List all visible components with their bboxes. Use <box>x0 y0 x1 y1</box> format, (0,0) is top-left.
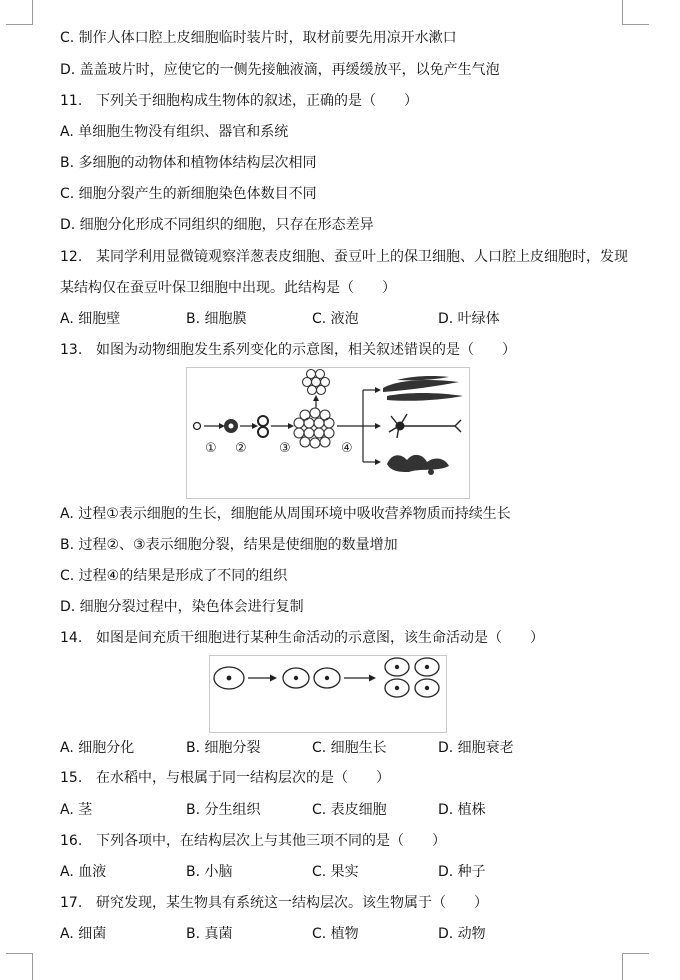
question-number: 15. <box>60 770 83 786</box>
prev-option-c: C. 制作人体口腔上皮细胞临时装片时，取材前要先用凉开水漱口 <box>60 30 457 46</box>
question-number: 12. <box>60 249 83 265</box>
question-14 <box>60 628 544 648</box>
crop-mark-bottom-right <box>622 953 649 980</box>
question-text: 如图为动物细胞发生系列变化的示意图，相关叙述错误的是（ ） <box>96 342 516 358</box>
tissue-bottom <box>387 455 449 475</box>
question-text: 在水稻中，与根属于同一结构层次的是（ ） <box>96 770 390 786</box>
q12-options <box>60 309 580 329</box>
prev-option-d: D. 盖盖玻片时，应使它的一侧先接触液滴，再缓缓放平，以免产生气泡 <box>60 62 500 78</box>
q17-option-d: D. 动物 <box>438 926 486 942</box>
q15-option-a: A. 茎 <box>60 802 93 818</box>
grown-cell-nucleus <box>229 424 234 429</box>
figure-label-4: ④ <box>341 441 353 456</box>
cell-division-diagram <box>210 656 446 732</box>
q14-option-d: D. 细胞衰老 <box>438 740 514 756</box>
top-cell-cluster <box>303 370 330 395</box>
dividing-cell-top <box>258 416 268 426</box>
q12-option-b: B. 细胞膜 <box>186 311 247 327</box>
crop-mark-bottom-left <box>6 953 33 980</box>
question-number: 11. <box>60 93 83 109</box>
question-12 <box>60 247 628 267</box>
question-number: 16. <box>60 833 83 849</box>
cell-cluster <box>294 408 334 448</box>
question-text: 某同学利用显微镜观察洋葱表皮细胞、蚕豆叶上的保卫细胞、人口腔上皮细胞时，发现 <box>96 249 628 265</box>
question-text: 如图是间充质干细胞进行某种生命活动的示意图，该生命活动是（ ） <box>96 630 544 646</box>
dividing-cell-bottom <box>258 427 268 437</box>
question-12-continued: 某结构仅在蚕豆叶保卫细胞中出现。此结构是（ ） <box>60 280 396 296</box>
q16-option-b: B. 小脑 <box>186 864 233 880</box>
figure-label-1: ① <box>205 441 217 456</box>
q15-option-c: C. 表皮细胞 <box>312 802 387 818</box>
q16-option-d: D. 种子 <box>438 864 486 880</box>
crop-mark-top-left <box>6 0 33 25</box>
q16-option-a: A. 血液 <box>60 864 107 880</box>
q14-option-c: C. 细胞生长 <box>312 740 387 756</box>
figure-label-3: ③ <box>279 441 291 456</box>
question-number: 13. <box>60 342 83 358</box>
question-text: 下列各项中，在结构层次上与其他三项不同的是（ ） <box>96 833 446 849</box>
q12-option-d: D. 叶绿体 <box>438 311 500 327</box>
cell-change-diagram <box>187 368 469 498</box>
q11-option-b: B. 多细胞的动物体和植物体结构层次相同 <box>60 155 317 171</box>
q11-option-a: A. 单细胞生物没有组织、器官和系统 <box>60 124 289 140</box>
question-text: 研究发现，某生物具有系统这一结构层次。该生物属于（ ） <box>96 895 488 911</box>
cell-division-figure <box>209 655 447 733</box>
q16-option-c: C. 果实 <box>312 864 359 880</box>
cell-change-figure <box>186 367 470 499</box>
question-15 <box>60 768 390 788</box>
q17-option-b: B. 真菌 <box>186 926 233 942</box>
question-11 <box>60 91 418 111</box>
q13-option-b: B. 过程②、③表示细胞分裂，结果是使细胞的数量增加 <box>60 537 398 553</box>
q12-option-a: A. 细胞壁 <box>60 311 121 327</box>
q15-option-d: D. 植株 <box>438 802 486 818</box>
question-17 <box>60 893 488 913</box>
q15-options <box>60 800 580 820</box>
small-cell-shape <box>194 423 201 430</box>
question-number: 17. <box>60 895 83 911</box>
question-16 <box>60 831 446 851</box>
q14-option-a: A. 细胞分化 <box>60 740 135 756</box>
q17-option-c: C. 植物 <box>312 926 359 942</box>
q11-option-d: D. 细胞分化形成不同组织的细胞，只存在形态差异 <box>60 217 374 233</box>
q13-option-c: C. 过程④的结果是形成了不同的组织 <box>60 568 288 584</box>
q14-option-b: B. 细胞分裂 <box>186 740 261 756</box>
q15-option-b: B. 分生组织 <box>186 802 261 818</box>
tissue-top <box>383 376 463 401</box>
q16-options <box>60 862 580 882</box>
q13-option-d: D. 细胞分裂过程中，染色体会进行复制 <box>60 599 304 615</box>
q11-option-c: C. 细胞分裂产生的新细胞染色体数目不同 <box>60 186 317 202</box>
question-number: 14. <box>60 630 83 646</box>
figure-label-2: ② <box>235 441 247 456</box>
q14-options <box>60 738 580 758</box>
crop-mark-top-right <box>622 0 649 25</box>
q17-option-a: A. 细菌 <box>60 926 107 942</box>
q13-option-a: A. 过程①表示细胞的生长，细胞能从周围环境中吸收营养物质而持续生长 <box>60 506 511 522</box>
question-text: 下列关于细胞构成生物体的叙述，正确的是（ ） <box>96 93 418 109</box>
q12-option-c: C. 液泡 <box>312 311 359 327</box>
question-13 <box>60 340 516 360</box>
q17-options <box>60 924 580 944</box>
